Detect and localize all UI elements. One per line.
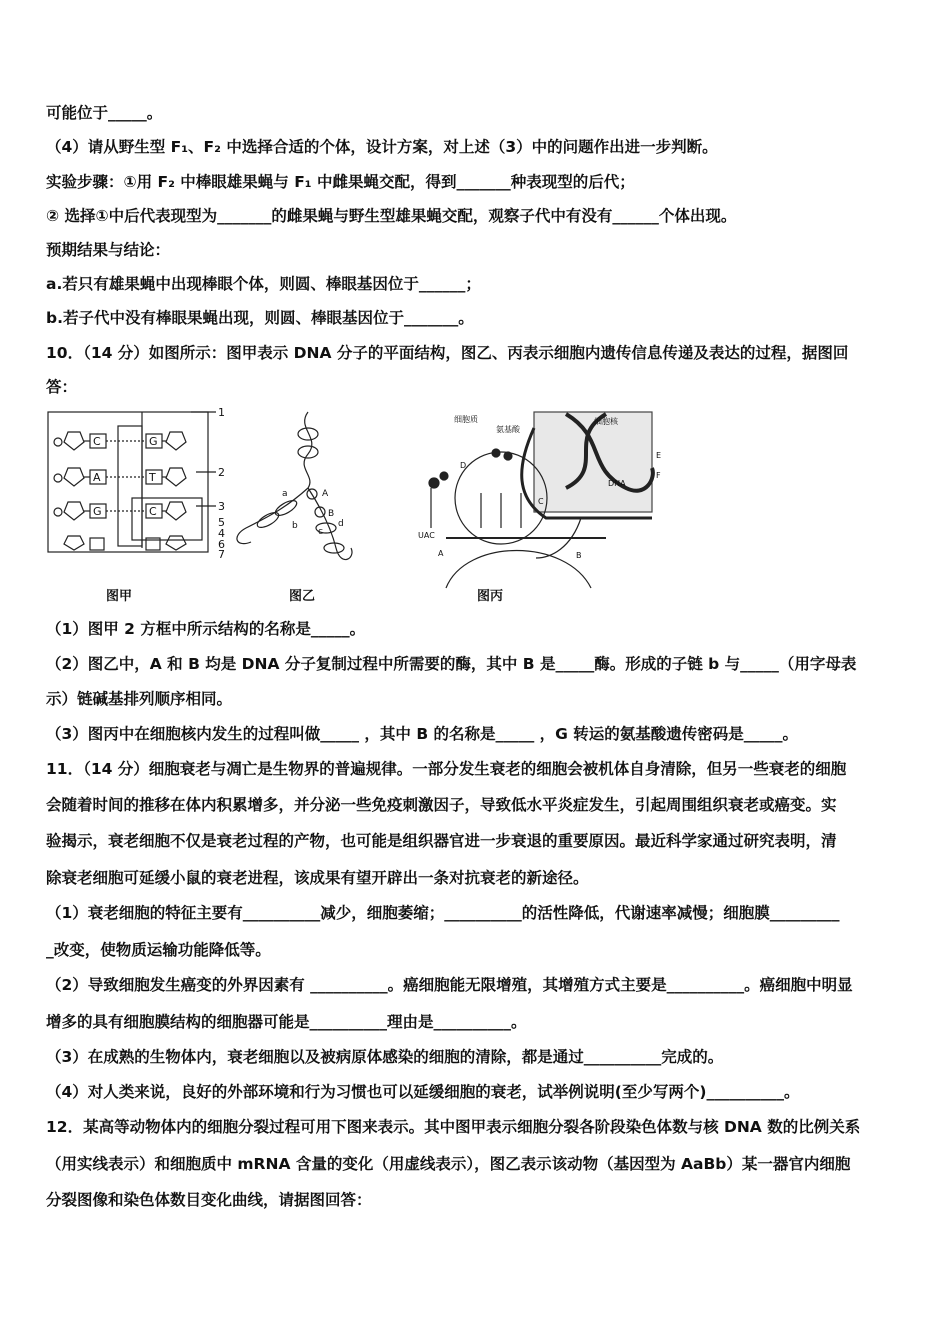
caption-yi: 图乙: [289, 589, 316, 604]
bing-label-F: F: [656, 471, 661, 480]
jia-base-left-1: C: [93, 435, 101, 448]
q12-line-2: （用实线表示）和细胞质中 mRNA 含量的变化（用虚线表示），图乙表示该动物（基因型为 AaBb）某一器官内细胞: [46, 1155, 851, 1173]
q12-line-3: 分裂图像和染色体数目变化曲线，请据图回答：: [46, 1191, 372, 1209]
bing-label-B: B: [576, 551, 582, 560]
line-4: ② 选择①中后代表现型为_______的雌果蝇与野生型雄果蝇交配，观察子代中有没有______个体出现。: [46, 207, 737, 225]
q11-part-1-a: （1）衰老细胞的特征主要有__________减少，细胞萎缩；__________的活性降低，代谢速率减慢；细胞膜_________: [46, 904, 840, 922]
dna-figure: [46, 408, 666, 608]
yi-label-d: d: [338, 519, 344, 529]
q11-part-3: （3）在成熟的生物体内，衰老细胞以及被病原体感染的细胞的清除，都是通过__________完成的。: [46, 1048, 724, 1066]
bing-label-amino-acid: 氨基酸: [496, 425, 520, 434]
line-3: 实验步骤：①用 F₂ 中棒眼雄果蝇与 F₁ 中雌果蝇交配，得到_______种表现型的后代；: [46, 173, 635, 191]
bing-label-D: D: [460, 461, 467, 470]
bing-label-uac: UAC: [418, 531, 435, 540]
bing-label-dna: DNA: [608, 479, 626, 488]
bing-label-nucleus: 细胞核: [594, 417, 618, 426]
line-5: 预期结果与结论：: [46, 241, 171, 259]
q11-line-1: 11．（14 分）细胞衰老与凋亡是生物界的普遍规律。一部分发生衰老的细胞会被机体自身清除，但另一些衰老的细胞: [46, 760, 847, 778]
q10-part-2-a: （2）图乙中，A 和 B 均是 DNA 分子复制过程中所需要的酶，其中 B 是_____酶。形成的子链 b 与_____（用字母表: [46, 655, 857, 673]
jia-num-1: 1: [218, 408, 225, 419]
q11-part-4: （4）对人类来说，良好的外部环境和行为习惯也可以延缓细胞的衰老，试举例说明(至少写两个)__________。: [46, 1083, 800, 1101]
jia-base-left-3: G: [93, 505, 102, 518]
q12-line-1: 12．某高等动物体内的细胞分裂过程可用下图来表示。其中图甲表示细胞分裂各阶段染色体数与核 DNA 数的比例关系: [46, 1118, 861, 1136]
jia-base-right-2: T: [149, 471, 156, 484]
line-7: b.若子代中没有棒眼果蝇出现，则圆、棒眼基因位于_______。: [46, 309, 474, 327]
q11-line-2: 会随着时间的推移在体内积累增多，并分泌一些免疫刺激因子，导致低水平炎症发生，引起周围组织衰老或癌变。实: [46, 796, 837, 814]
jia-num-6: 6: [218, 538, 225, 551]
jia-num-4: 4: [218, 527, 225, 540]
yi-label-a: a: [282, 489, 288, 499]
figure-jia: [48, 412, 216, 552]
yi-label-A: A: [322, 489, 329, 499]
figure-yi: [237, 412, 352, 560]
jia-num-3: 3: [218, 500, 225, 513]
line-2: （4）请从野生型 F₁、F₂ 中选择合适的个体，设计方案，对上述（3）中的问题作出进一步判断。: [46, 138, 718, 156]
q11-part-2-b: 增多的具有细胞膜结构的细胞器可能是__________理由是__________。: [46, 1013, 527, 1031]
question-10-line-2: 答：: [46, 378, 78, 396]
bing-label-C: C: [538, 497, 544, 506]
yi-label-c: c: [318, 527, 323, 537]
question-10-line-1: 10．（14 分）如图所示：图甲表示 DNA 分子的平面结构，图乙、丙表示细胞内遗传信息传递及表达的过程，据图回: [46, 344, 849, 362]
q10-part-3: （3）图丙中在细胞核内发生的过程叫做_____ ，其中 B 的名称是_____ ，G 转运的氨基酸遗传密码是_____。: [46, 725, 799, 743]
bing-label-cytoplasm: 细胞质: [454, 415, 478, 424]
jia-base-right-3: C: [149, 505, 157, 518]
jia-num-2: 2: [218, 466, 225, 479]
q11-line-3: 验揭示，衰老细胞不仅是衰老过程的产物，也可能是组织器官进一步衰退的重要原因。最近科学家通过研究表明，清: [46, 832, 837, 850]
jia-base-left-2: A: [93, 471, 101, 484]
q11-line-4: 除衰老细胞可延缓小鼠的衰老进程，该成果有望开辟出一条对抗衰老的新途径。: [46, 869, 589, 887]
yi-label-B: B: [328, 509, 335, 519]
jia-base-right-1: G: [149, 435, 158, 448]
line-1: 可能位于_____。: [46, 104, 163, 122]
q10-part-1: （1）图甲 2 方框中所示结构的名称是_____。: [46, 620, 366, 638]
bing-label-E: E: [656, 451, 662, 460]
line-6: a.若只有雄果蝇中出现棒眼个体，则圆、棒眼基因位于______；: [46, 275, 481, 293]
q11-part-2-a: （2）导致细胞发生癌变的外界因素有 __________。癌细胞能无限增殖，其增殖方式主要是__________。癌细胞中明显: [46, 976, 853, 994]
jia-num-5: 5: [218, 516, 225, 529]
q10-part-2-b: 示）链碱基排列顺序相同。: [46, 690, 233, 708]
bing-label-A: A: [438, 549, 444, 558]
jia-num-7: 7: [218, 548, 225, 561]
q11-part-1-b: _改变，使物质运输功能降低等。: [46, 941, 271, 959]
yi-label-b: b: [292, 521, 298, 531]
caption-jia: 图甲: [106, 589, 133, 604]
caption-bing: 图丙: [477, 589, 504, 604]
